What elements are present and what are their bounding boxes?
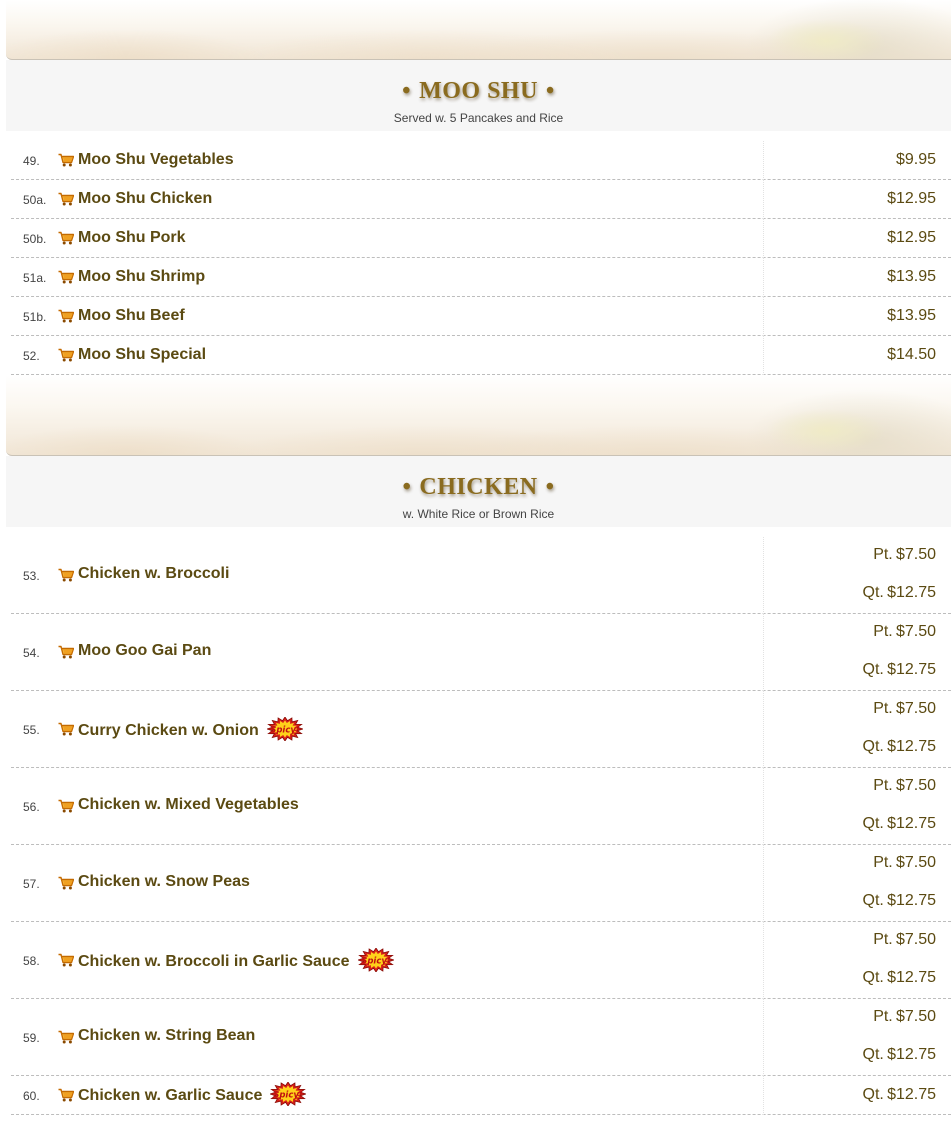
pint-price xyxy=(873,931,936,949)
pint-price xyxy=(873,1008,936,1026)
pint-price-value: $7.50 xyxy=(895,777,936,794)
item-number: 58. xyxy=(23,954,40,968)
pint-price xyxy=(873,854,936,872)
quart-price xyxy=(863,815,936,833)
quart-price-value: $12.75 xyxy=(887,738,936,755)
item-name[interactable]: Moo Goo Gai Pan xyxy=(78,642,212,659)
menu-item-row[interactable] xyxy=(11,614,951,691)
pint-price-value: $7.50 xyxy=(895,931,936,948)
item-name-group[interactable] xyxy=(78,642,211,660)
pint-label: Pt. xyxy=(873,854,896,871)
chicken-title-text: CHICKEN xyxy=(419,474,538,500)
item-number: 51b. xyxy=(23,310,47,324)
item-price: $12.95 xyxy=(887,190,936,207)
quart-price xyxy=(863,969,936,987)
item-name-group[interactable] xyxy=(78,565,229,583)
item-number: 50b. xyxy=(23,232,47,246)
item-number: 51a. xyxy=(23,271,47,285)
item-name[interactable]: Moo Shu Special xyxy=(78,346,207,363)
item-price: $13.95 xyxy=(887,307,936,324)
quart-label: Qt. xyxy=(862,815,888,832)
column-divider xyxy=(763,768,764,845)
moo-shu-item-list xyxy=(11,141,951,375)
column-divider xyxy=(763,219,764,258)
item-name[interactable]: Moo Shu Chicken xyxy=(78,190,213,207)
pint-label: Pt. xyxy=(873,546,896,563)
pint-label: Pt. xyxy=(873,931,896,948)
column-divider xyxy=(763,141,764,180)
item-price: $9.95 xyxy=(895,151,936,168)
quart-price xyxy=(863,661,936,679)
shopping-cart-icon[interactable] xyxy=(58,799,74,813)
item-number: 59. xyxy=(23,1031,40,1045)
item-name-group[interactable] xyxy=(78,950,394,974)
menu-item-row[interactable] xyxy=(11,141,951,180)
item-name[interactable]: Chicken w. Broccoli xyxy=(78,565,230,582)
menu-item-row[interactable] xyxy=(11,768,951,845)
item-name-group[interactable] xyxy=(78,1027,255,1045)
spicy-badge-icon xyxy=(270,1082,306,1106)
shopping-cart-icon[interactable] xyxy=(58,1088,74,1102)
item-price: $14.50 xyxy=(887,346,936,363)
menu-item-row[interactable] xyxy=(11,336,951,375)
item-number: 53. xyxy=(23,569,40,583)
item-name[interactable]: Moo Shu Beef xyxy=(78,307,185,324)
menu-item-row[interactable] xyxy=(11,180,951,219)
item-name[interactable]: Chicken w. Snow Peas xyxy=(78,873,250,890)
shopping-cart-icon[interactable] xyxy=(58,1030,74,1044)
item-number: 52. xyxy=(23,349,40,363)
column-divider xyxy=(763,691,764,768)
chicken-section-header xyxy=(6,456,951,527)
shopping-cart-icon[interactable] xyxy=(58,645,74,659)
menu-item-row[interactable] xyxy=(11,258,951,297)
item-number: 50a. xyxy=(23,193,47,207)
shopping-cart-icon[interactable] xyxy=(58,722,74,736)
item-name-group[interactable] xyxy=(78,719,303,743)
pint-price-value: $7.50 xyxy=(895,700,936,717)
item-name[interactable]: Chicken w. Mixed Vegetables xyxy=(78,796,299,813)
shopping-cart-icon[interactable] xyxy=(58,309,74,323)
menu-item-row[interactable] xyxy=(11,845,951,922)
chicken-item-list xyxy=(11,537,951,1115)
quart-price-value: $12.75 xyxy=(887,1086,936,1103)
item-name[interactable]: Chicken w. Broccoli in Garlic Sauce xyxy=(78,953,350,971)
pint-label: Pt. xyxy=(873,700,896,717)
quart-price-value: $12.75 xyxy=(887,815,936,832)
item-name-group[interactable] xyxy=(78,873,250,891)
menu-item-row[interactable] xyxy=(11,922,951,999)
item-name[interactable]: Moo Shu Pork xyxy=(78,229,186,246)
column-divider xyxy=(763,180,764,219)
item-name[interactable]: Curry Chicken w. Onion xyxy=(78,722,259,740)
item-number: 55. xyxy=(23,723,40,737)
pint-price-value: $7.50 xyxy=(895,546,936,563)
chicken-subtitle: w. White Rice or Brown Rice xyxy=(402,507,555,521)
menu-item-row[interactable] xyxy=(11,1076,951,1115)
item-number: 60. xyxy=(23,1089,40,1103)
quart-price-value: $12.75 xyxy=(887,892,936,909)
moo-shu-title: • MOO SHU • xyxy=(402,78,555,104)
spicy-badge-text: Spicy! xyxy=(273,1090,304,1101)
quart-price xyxy=(863,738,936,756)
shopping-cart-icon[interactable] xyxy=(58,153,74,167)
quart-price-value: $12.75 xyxy=(887,584,936,601)
quart-label: Qt. xyxy=(862,1086,888,1103)
item-price: $12.95 xyxy=(887,229,936,246)
spicy-badge-icon xyxy=(358,948,394,972)
menu-item-row[interactable] xyxy=(11,999,951,1076)
pint-label: Pt. xyxy=(873,623,896,640)
item-number: 57. xyxy=(23,877,40,891)
moo-shu-title-text: MOO SHU xyxy=(419,78,538,104)
item-name[interactable]: Moo Shu Shrimp xyxy=(78,268,206,285)
pint-price xyxy=(873,777,936,795)
quart-label: Qt. xyxy=(862,969,888,986)
quart-label: Qt. xyxy=(862,738,888,755)
decorative-banner-top xyxy=(6,0,951,60)
pint-label: Pt. xyxy=(873,1008,896,1025)
pint-label: Pt. xyxy=(873,777,896,794)
menu-item-row[interactable] xyxy=(11,537,951,614)
menu-item-row[interactable] xyxy=(11,297,951,336)
quart-label: Qt. xyxy=(862,1046,888,1063)
column-divider xyxy=(763,258,764,297)
moo-shu-section-header xyxy=(6,60,951,131)
item-number: 54. xyxy=(23,646,40,660)
item-number: 56. xyxy=(23,800,40,814)
pint-price xyxy=(873,700,936,718)
quart-price-value: $12.75 xyxy=(887,661,936,678)
shopping-cart-icon[interactable] xyxy=(58,192,74,206)
shopping-cart-icon[interactable] xyxy=(58,348,74,362)
pint-price xyxy=(873,623,936,641)
quart-price xyxy=(863,584,936,602)
shopping-cart-icon[interactable] xyxy=(58,231,74,245)
item-name-group[interactable] xyxy=(78,796,299,814)
column-divider xyxy=(763,537,764,614)
spicy-badge-text: Spicy! xyxy=(360,956,391,967)
quart-label: Qt. xyxy=(862,584,888,601)
quart-price xyxy=(863,1086,936,1104)
item-name[interactable]: Chicken w. String Bean xyxy=(78,1027,256,1044)
quart-price xyxy=(863,892,936,910)
spicy-badge-icon xyxy=(267,717,303,741)
item-number: 49. xyxy=(23,154,40,168)
column-divider xyxy=(763,336,764,375)
column-divider xyxy=(763,1076,764,1115)
shopping-cart-icon[interactable] xyxy=(58,876,74,890)
spicy-badge-text: Spicy! xyxy=(269,725,300,736)
menu-item-row[interactable] xyxy=(11,219,951,258)
moo-shu-subtitle: Served w. 5 Pancakes and Rice xyxy=(393,111,564,125)
column-divider xyxy=(763,614,764,691)
column-divider xyxy=(763,297,764,336)
item-price: $13.95 xyxy=(887,268,936,285)
quart-price-value: $12.75 xyxy=(887,1046,936,1063)
column-divider xyxy=(763,845,764,922)
shopping-cart-icon[interactable] xyxy=(58,568,74,582)
shopping-cart-icon[interactable] xyxy=(58,953,74,967)
column-divider xyxy=(763,999,764,1076)
item-name[interactable]: Chicken w. Garlic Sauce xyxy=(78,1087,263,1105)
quart-price-value: $12.75 xyxy=(887,969,936,986)
pint-price-value: $7.50 xyxy=(895,623,936,640)
quart-price xyxy=(863,1046,936,1064)
quart-label: Qt. xyxy=(862,892,888,909)
pint-price-value: $7.50 xyxy=(895,1008,936,1025)
pint-price-value: $7.50 xyxy=(895,854,936,871)
decorative-banner-middle xyxy=(6,375,951,456)
pint-price xyxy=(873,546,936,564)
column-divider xyxy=(763,922,764,999)
item-name[interactable]: Moo Shu Vegetables xyxy=(78,151,234,168)
shopping-cart-icon[interactable] xyxy=(58,270,74,284)
quart-label: Qt. xyxy=(862,661,888,678)
menu-item-row[interactable] xyxy=(11,691,951,768)
chicken-title: • CHICKEN • xyxy=(402,474,555,500)
item-name-group[interactable] xyxy=(78,1084,306,1108)
